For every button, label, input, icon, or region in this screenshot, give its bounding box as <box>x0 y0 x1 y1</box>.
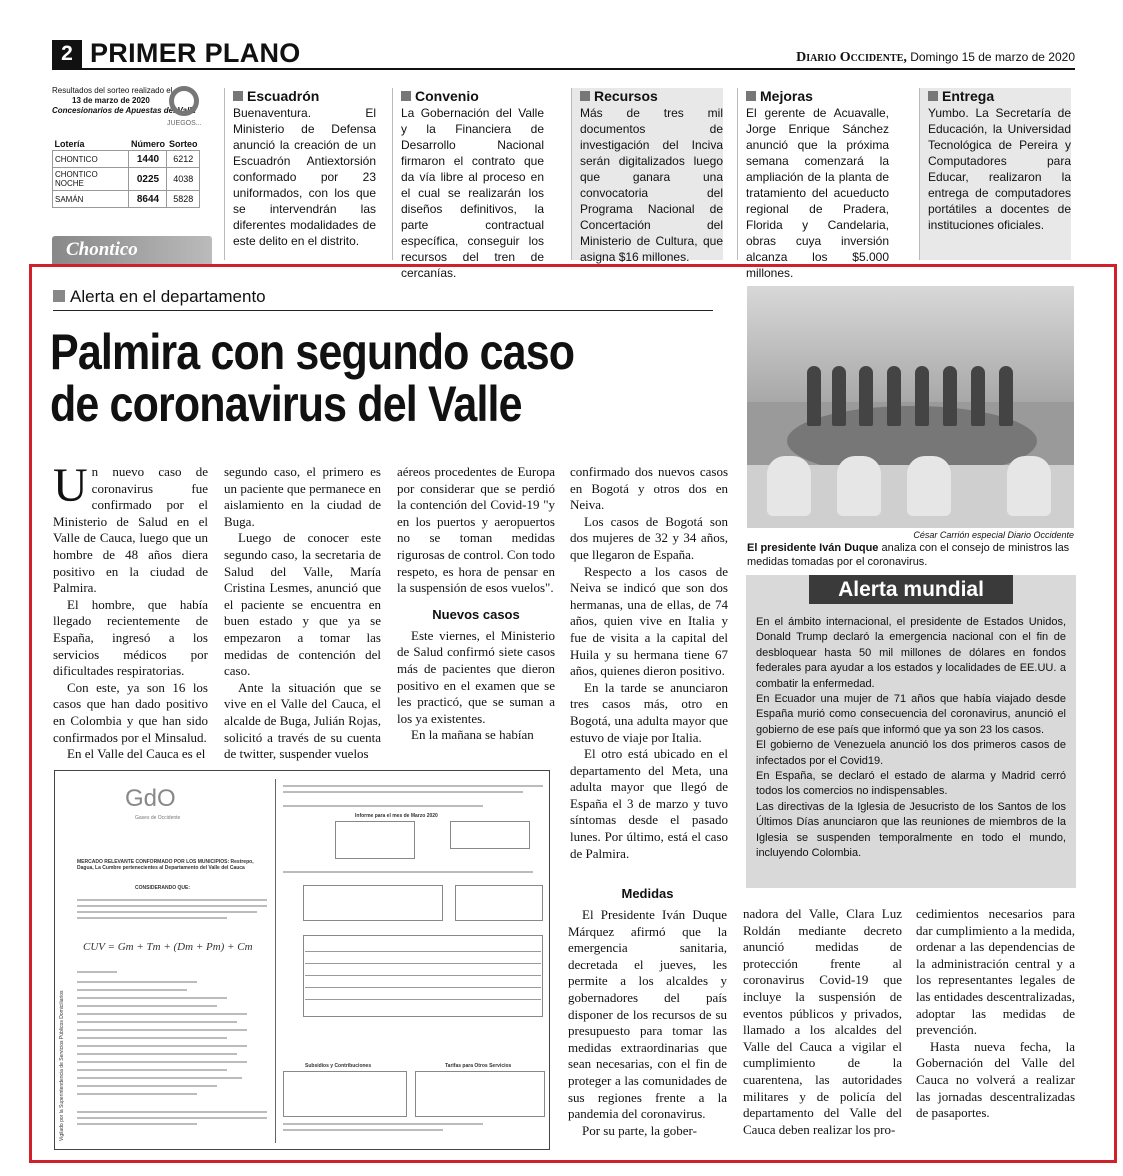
paragraph: En el Valle del Cauca es el <box>67 746 206 762</box>
brief-body: Buenaventura. El Ministerio de Defensa anunció la creación de un Escuadrón Antiextorsión conformado por 23 uniformados, con los que se intervendrán las diferentes modalidades de este delito en el distrito. <box>233 106 376 248</box>
paragraph: Por su parte, la gober- <box>582 1122 697 1138</box>
lottery-name: SAMÁN <box>53 191 129 208</box>
chontico-banner <box>52 236 212 266</box>
vertical-supervision-text: Vigilado por la Superintendencia de Servicios Públicos Domiciliarios <box>59 990 65 1141</box>
lottery-number: 0225 <box>129 168 167 191</box>
article-column-3 <box>397 464 555 744</box>
photo-caption <box>747 541 1074 569</box>
lottery-draw: 4038 <box>167 168 200 191</box>
sidebar-paragraph: Las directivas de la Iglesia de Jesucristo de los Santos de los Últimos Días anunciaron que las reuniones de miembros de la Iglesia se suspenden temporalmente en todo el mundo, incluyendo Colombia. <box>756 800 1066 860</box>
cabinet-meeting-photo <box>747 286 1074 528</box>
lottery-number: 1440 <box>129 151 167 168</box>
section-title: PRIMER PLANO <box>90 38 301 68</box>
lottery-draw: 6212 <box>167 151 200 168</box>
page-number: 2 <box>52 40 82 68</box>
headline-line-2: de coronavirus del Valle <box>50 376 522 432</box>
sidebar-title: Alerta mundial <box>809 575 1013 604</box>
lottery-name: CHONTICO NOCHE <box>53 168 129 191</box>
lottery-results <box>52 86 212 266</box>
kicker-text: Alerta en el departamento <box>70 287 266 306</box>
article-column-4 <box>570 464 728 862</box>
juegos-logo-icon <box>169 86 199 116</box>
brief-title: Entrega <box>942 88 995 104</box>
chontico-logo: Chontico <box>66 239 138 260</box>
doc-bottom-right-title: Tarifas para Otros Servicios <box>445 1063 512 1069</box>
subheading-nuevos-casos: Nuevos casos <box>432 606 520 622</box>
paragraph: segundo caso, el primero es un paciente que permanece en aislamiento en la ciudad de Buga. <box>224 464 381 529</box>
brief-mejoras <box>737 88 889 280</box>
paragraph: El hombre, que había llegado recientemente de España, ingresó a los servicios médicos por dificultades respiratorias. <box>53 596 208 679</box>
square-bullet-icon <box>746 91 756 101</box>
sidebar-paragraph: En el ámbito internacional, el presidente de Estados Unidos, Donald Trump declaró la emergencia nacional con el fin de desbloquear hasta 50 mil millones de dólares en fondos federales para ayudar a los estados y localidades de EE.UU. a combatir la enfermedad. <box>756 616 1066 690</box>
subheading-medidas: Medidas <box>621 886 674 901</box>
paragraph: El Presidente Iván Duque Márquez afirmó que la emergencia sanitaria, decretada el jueves, les permite a los alcaldes y gobernadores del país disponer de los recursos de su presupuesto para tomar las medidas extraordinarias que sean necesarias, con el fin de proteger a las comunidades de sus regiones frente a la pandemia del coronavirus. <box>568 907 727 1122</box>
brief-convenio <box>392 88 544 280</box>
article-column-2 <box>224 464 381 763</box>
brief-title: Convenio <box>415 88 479 104</box>
col-sorteo: Sorteo <box>168 139 198 149</box>
paragraph: confirmado dos nuevos casos en Bogotá y otros dos en Neiva. <box>570 464 728 513</box>
juegos-logo-text: JUEGOS... <box>167 120 202 127</box>
table-row <box>53 151 200 168</box>
brief-body: Más de tres mil documentos de investigación del Inciva serán digitalizados luego que ganara una convocatoria del Programa Nacional de Concertación del Ministerio de Cultura, que asigna $16 millones. <box>580 106 723 264</box>
paragraph: En la mañana se habían <box>411 727 534 743</box>
square-bullet-icon <box>233 91 243 101</box>
lottery-number: 8644 <box>129 191 167 208</box>
paragraph: Respecto a los casos de Neiva se indicó que son dos hermanas, una de ellas, de 74 años, quien vive en Italia y fue de visita a la capital del Huila y su hermana tiene 67 años, quienes dieron positivo. <box>570 563 728 679</box>
brief-title: Mejoras <box>760 88 813 104</box>
caption-bold: El presidente Iván Duque <box>747 542 879 554</box>
caption-text: analiza con el consejo de ministros las medidas tomadas por el coronavirus. <box>747 542 1070 568</box>
square-bullet-icon <box>401 91 411 101</box>
paragraph: Luego de conocer este segundo caso, la secretaria de Salud del Valle, María Cristina Lesmes, anunció que el paciente se encuentra en buen estado y que ya se empezaron a tomar las medidas de contención del caso. <box>224 530 381 679</box>
page-header <box>52 40 1075 70</box>
drop-cap: U <box>53 459 88 512</box>
col-numero: Número <box>130 139 165 149</box>
sidebar-body <box>756 615 1066 862</box>
paragraph: cedimientos necesarios para dar cumplimiento a la medida, ordenar a las dependencias de la administración central y a los representantes legales de las entidades descentralizadas, adoptar las medidas de prevención. <box>916 906 1075 1038</box>
paragraph: En la tarde se anunciaron tres casos más, otro en Bogotá, una adulta mayor que estuvo de viaje por Italia. <box>570 679 728 745</box>
brief-title: Recursos <box>594 88 658 104</box>
sidebar-alerta-mundial <box>746 575 1076 888</box>
doc-table-title: Informe para el mes de Marzo 2020 <box>355 813 438 819</box>
article-column-6 <box>743 906 902 1138</box>
article-kicker <box>53 287 713 311</box>
square-bullet-icon <box>53 290 65 302</box>
lottery-concessionaire: Concesionarios de Apuestas del Valle <box>52 106 196 115</box>
doc-subtitle: CONSIDERANDO QUE: <box>135 885 191 891</box>
article-column-5 <box>568 886 727 1139</box>
lottery-date: 13 de marzo de 2020 <box>72 96 150 105</box>
paragraph: Este viernes, el Ministerio de Salud confirmó siete casos más de pacientes que dieron positivo en el examen que se les practicó, que se suman a los ya existentes. <box>397 627 555 726</box>
brief-recursos <box>571 88 723 264</box>
brief-escuadron <box>224 88 376 260</box>
brief-entrega <box>919 88 1071 260</box>
brief-title: Escuadrón <box>247 88 320 104</box>
headline-line-1: Palmira con segundo caso <box>50 324 575 380</box>
sidebar-paragraph: En España, se declaró el estado de alarma y Madrid cerró todos los comercios no indispensables. <box>756 770 1066 798</box>
doc-bottom-left-title: Subsidios y Contribuciones <box>305 1063 372 1069</box>
lottery-name: CHONTICO <box>53 151 129 168</box>
article-column-7 <box>916 906 1075 1122</box>
paragraph: Los casos de Bogotá son dos mujeres de 32 y 34 años, que llegaron de España. <box>570 513 728 562</box>
publication-date: Domingo 15 de marzo de 2020 <box>910 50 1075 64</box>
dateline <box>796 50 1075 66</box>
table-row <box>53 168 200 191</box>
sidebar-paragraph: En Ecuador una mujer de 71 años que había viajado desde España murió como consecuencia del coronavirus, anunció el gobierno de ese país que informó que ya son 23 los casos. <box>756 693 1066 736</box>
brief-body: La Gobernación del Valle y la Financiera de Desarrollo Nacional firmaron el contrato que da vía libre al proceso en el cual se realizarán los diseños definitivos, la parte contractual específica, conseguir los recursos del tren de cercanías. <box>401 106 544 280</box>
paragraph: aéreos procedentes de Europa por considerar que se perdió la contención del Covid-19 "y en los puertos y aeropuertos no se toman medidas rigurosas de control. Con todo respeto, es hora de pensar en la suspensión de esos vuelos". <box>397 464 555 596</box>
col-loteria: Lotería <box>53 138 129 151</box>
square-bullet-icon <box>580 91 590 101</box>
newspaper-name: Diario Occidente, <box>796 50 907 65</box>
gdo-logo: GdO <box>125 785 176 812</box>
square-bullet-icon <box>928 91 938 101</box>
sidebar-paragraph: El gobierno de Venezuela anunció los dos primeros casos de infectados por el Covid19. <box>756 739 1066 767</box>
paragraph: El otro está ubicado en el departamento del Meta, una adulta mayor que llegó de España el 3 de marzo y tuvo síntomas desde el pasado lunes. Por último, está el caso de Palmira. <box>570 746 728 861</box>
photo-credit: César Carrión especial Diario Occidente <box>913 530 1074 540</box>
paragraph: Hasta nueva fecha, la Gobernación del Valle del Cauca no volverá a realizar las jornadas descentralizadas de pasaportes. <box>916 1038 1075 1121</box>
brief-body: Yumbo. La Secretaría de Educación, la Universidad Tecnológica de Pereira y Computadores para Educar, realizaron la entrega de computadores portátiles a docentes de instituciones oficiales. <box>928 106 1071 232</box>
brief-body: El gerente de Acuavalle, Jorge Enrique Sánchez anunció que la próxima semana comenzará la ampliación de la planta de tratamiento del acueducto regional de Pradera, Florida y Candelaria, obras cuya inversión alcanza los $5.000 millones. <box>746 106 889 280</box>
paragraph: nadora del Valle, Clara Luz Roldán mediante decreto anunció medidas de protección frente al coronavirus Covid-19 que incluye la suspensión de eventos públicos y privados, llamado a los alcaldes del Valle del Cauca a vigilar el cumplimiento de la cuarentena, las autoridades militares y de policía del departamento del Valle del Cauca deben realizar los pro- <box>743 906 902 1137</box>
lottery-draw: 5828 <box>167 191 200 208</box>
gdo-logo-sub: Gases de Occidente <box>135 815 181 821</box>
lottery-intro: Resultados del sorteo realizado el <box>52 86 173 95</box>
paragraph: n nuevo caso de coronavirus fue confirmado por el Ministerio de Salud en el Valle de Cauca, luego que un hombre de 48 años diera positivo en la ciudad de Palmira. <box>53 464 208 596</box>
lottery-table <box>52 138 200 208</box>
paragraph: Con este, ya son 16 los casos que han dado positivo en Colombia y que han sido confirmados por el Minsalud. <box>53 679 208 745</box>
article-headline <box>50 326 635 430</box>
table-row <box>53 191 200 208</box>
article-column-1 <box>53 459 208 763</box>
paragraph: Ante la situación que se vive en el Valle del Cauca, el alcalde de Buga, Julián Rojas, solicitó a través de su cuenta de twitter, suspender vuelos <box>224 679 381 762</box>
tariff-document-image <box>54 770 550 1150</box>
tariff-formula: CUV = Gm + Tm + (Dm + Pm) + Cm <box>83 941 253 953</box>
doc-title: MERCADO RELEVANTE CONFORMADO POR LOS MUNICIPIOS: Restrepo, Dagua, La Cumbre pertenecientes al Departamento del Valle del Cauca <box>77 859 254 871</box>
